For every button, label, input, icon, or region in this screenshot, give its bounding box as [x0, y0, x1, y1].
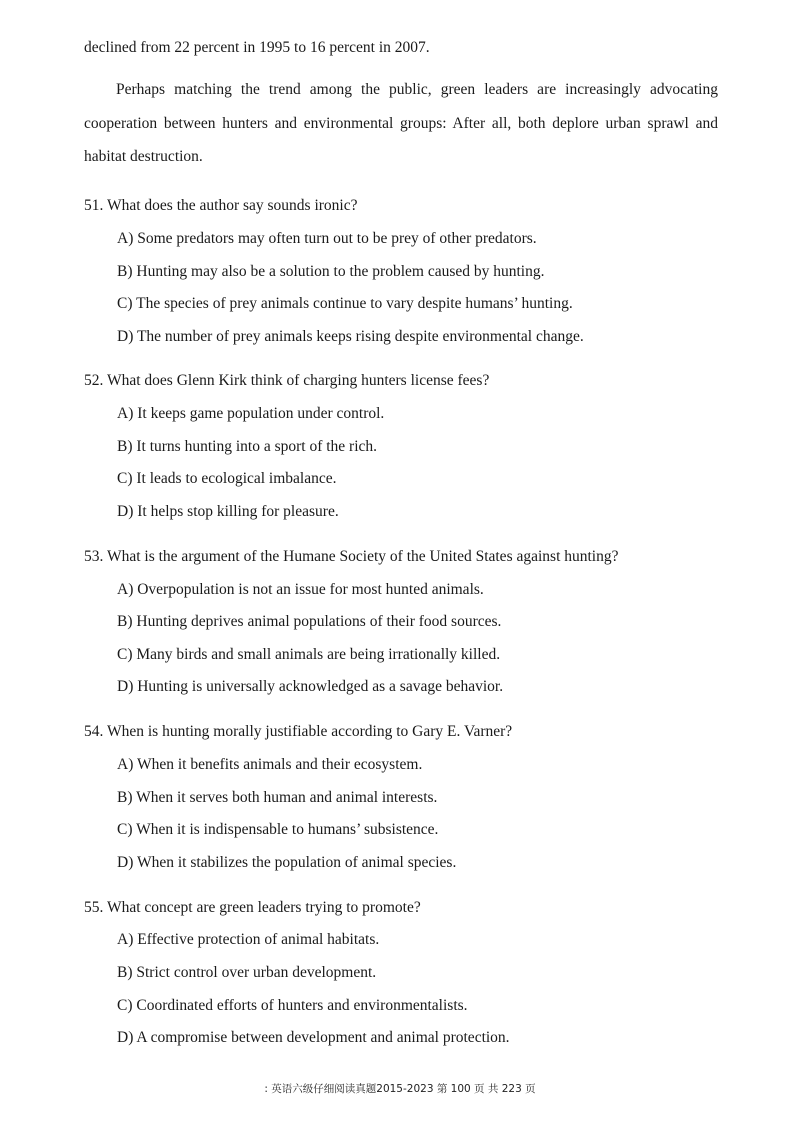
page-footer: : 英语六级仔细阅读真题2015-2023 第 100 页 共 223 页	[264, 1083, 536, 1095]
question-option: A) Overpopulation is not an issue for most hunted animals.	[117, 581, 484, 598]
question-stem: 53. What is the argument of the Humane Society of the United States against hunting?	[84, 548, 619, 565]
passage-line: declined from 22 percent in 1995 to 16 percent in 2007.	[84, 39, 430, 56]
question-option: B) Hunting may also be a solution to the problem caused by hunting.	[117, 263, 545, 280]
question-stem: 54. When is hunting morally justifiable according to Gary E. Varner?	[84, 723, 513, 740]
passage-paragraph-line: Perhaps matching the trend among the public, green leaders are increasingly advocating	[116, 81, 718, 98]
question-option: D) Hunting is universally acknowledged as a savage behavior.	[117, 678, 504, 695]
question-option: C) When it is indispensable to humans’ subsistence.	[117, 821, 439, 838]
question-stem: 55. What concept are green leaders trying to promote?	[84, 899, 421, 916]
question-option: D) When it stabilizes the population of animal species.	[117, 854, 457, 871]
question-stem: 52. What does Glenn Kirk think of charging hunters license fees?	[84, 372, 490, 389]
question-option: C) Many birds and small animals are being irrationally killed.	[117, 646, 501, 663]
question-option: C) Coordinated efforts of hunters and environmentalists.	[117, 997, 468, 1014]
question-option: D) The number of prey animals keeps rising despite environmental change.	[117, 328, 584, 345]
question-option: B) Hunting deprives animal populations of their food sources.	[117, 613, 502, 630]
question-option: D) It helps stop killing for pleasure.	[117, 503, 339, 520]
question-option: C) The species of prey animals continue to vary despite humans’ hunting.	[117, 295, 573, 312]
question-option: B) Strict control over urban development.	[117, 964, 377, 981]
question-option: D) A compromise between development and animal protection.	[117, 1029, 510, 1046]
question-option: B) It turns hunting into a sport of the rich.	[117, 438, 378, 455]
passage-paragraph-line: habitat destruction.	[84, 148, 203, 165]
question-stem: 51. What does the author say sounds ironic?	[84, 197, 358, 214]
question-option: B) When it serves both human and animal interests.	[117, 789, 438, 806]
question-option: A) Effective protection of animal habitats.	[117, 931, 380, 948]
question-option: A) It keeps game population under control.	[117, 405, 385, 422]
question-option: A) Some predators may often turn out to be prey of other predators.	[117, 230, 537, 247]
passage-paragraph-line: cooperation between hunters and environmental groups: After all, both deplore urban sprawl and	[84, 115, 718, 132]
question-option: C) It leads to ecological imbalance.	[117, 470, 337, 487]
question-option: A) When it benefits animals and their ecosystem.	[117, 756, 423, 773]
